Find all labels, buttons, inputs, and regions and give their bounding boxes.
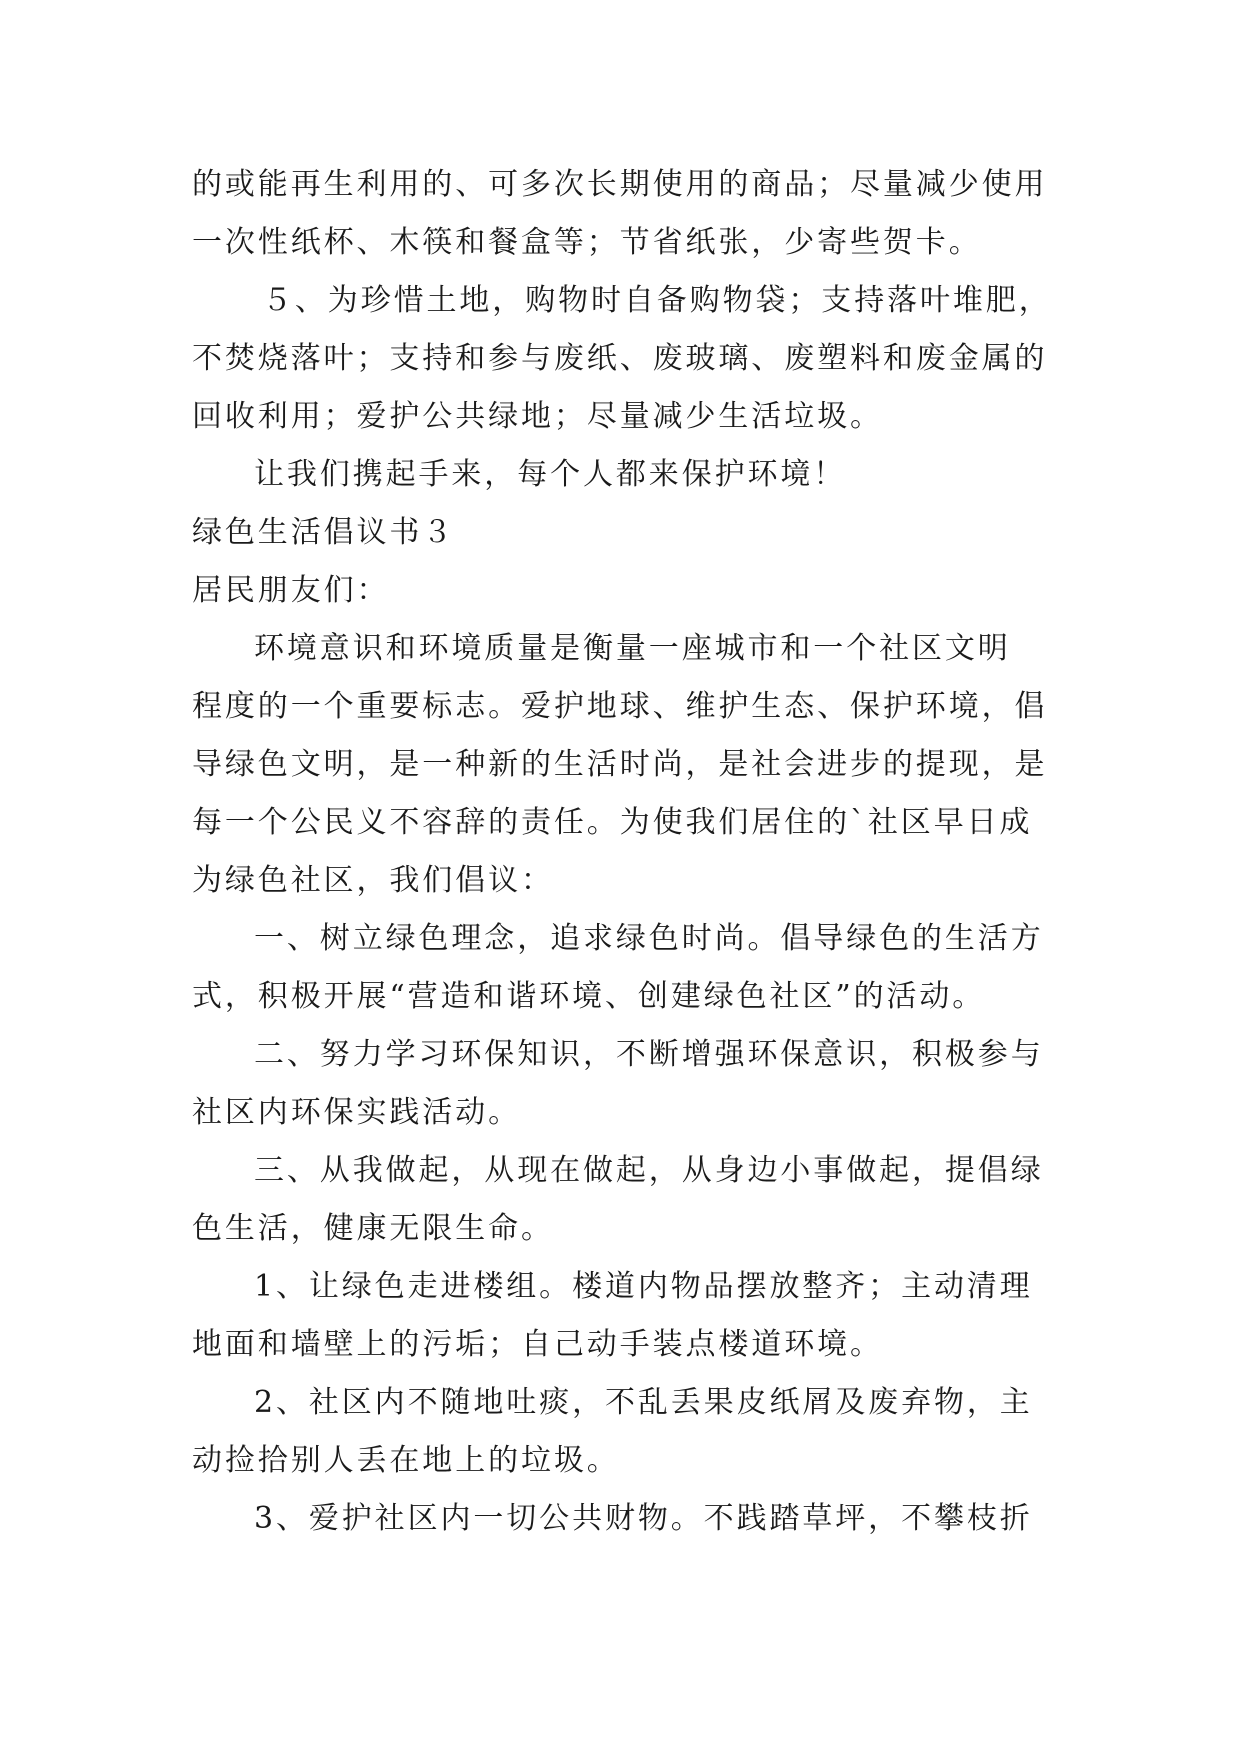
text-line: 为绿色社区，我们倡议： — [192, 863, 554, 898]
text-line: 二、努力学习环保知识，不断增强环保意识，积极参与 — [254, 1037, 1044, 1072]
text-line: 动捡拾别人丢在地上的垃圾。 — [192, 1443, 620, 1478]
text-line: ５、为珍惜土地，购物时自备购物袋；支持落叶堆肥， — [262, 283, 1052, 318]
text-line: 式，积极开展“营造和谐环境、创建绿色社区”的活动。 — [192, 979, 986, 1014]
text-line: 导绿色文明，是一种新的生活时尚，是社会进步的提现，是 — [192, 747, 1048, 782]
text-line: 一次性纸杯、木筷和餐盒等；节省纸张，少寄些贺卡。 — [192, 225, 982, 260]
text-line: 2、社区内不随地吐痰，不乱丢果皮纸屑及废弃物，主 — [254, 1385, 1033, 1420]
text-line: 1、让绿色走进楼组。楼道内物品摆放整齐；主动清理 — [254, 1269, 1033, 1304]
text-line: 程度的一个重要标志。爱护地球、维护生态、保护环境，倡 — [192, 689, 1048, 724]
text-line: 地面和墙壁上的污垢；自己动手装点楼道环境。 — [192, 1327, 883, 1362]
text-line: 一、树立绿色理念，追求绿色时尚。倡导绿色的生活方 — [254, 921, 1044, 956]
text-line: 不焚烧落叶；支持和参与废纸、废玻璃、废塑料和废金属的 — [192, 341, 1048, 376]
section-heading: 绿色生活倡议书３ — [192, 515, 456, 550]
text-line: 回收利用；爱护公共绿地；尽量减少生活垃圾。 — [192, 399, 883, 434]
text-line: 每一个公民义不容辞的责任。为使我们居住的`社区早日成 — [192, 805, 1033, 840]
salutation: 居民朋友们： — [192, 573, 390, 608]
text-line: 社区内环保实践活动。 — [192, 1095, 521, 1130]
text-line: 的或能再生利用的、可多次长期使用的商品；尽量减少使用 — [192, 167, 1048, 202]
text-line: 3、爱护社区内一切公共财物。不践踏草坪，不攀枝折 — [254, 1501, 1033, 1536]
text-line: 让我们携起手来，每个人都来保护环境！ — [254, 457, 847, 492]
text-line: 色生活，健康无限生命。 — [192, 1211, 554, 1246]
text-line: 环境意识和环境质量是衡量一座城市和一个社区文明 — [254, 631, 1011, 666]
text-line: 三、从我做起，从现在做起，从身边小事做起，提倡绿 — [254, 1153, 1044, 1188]
